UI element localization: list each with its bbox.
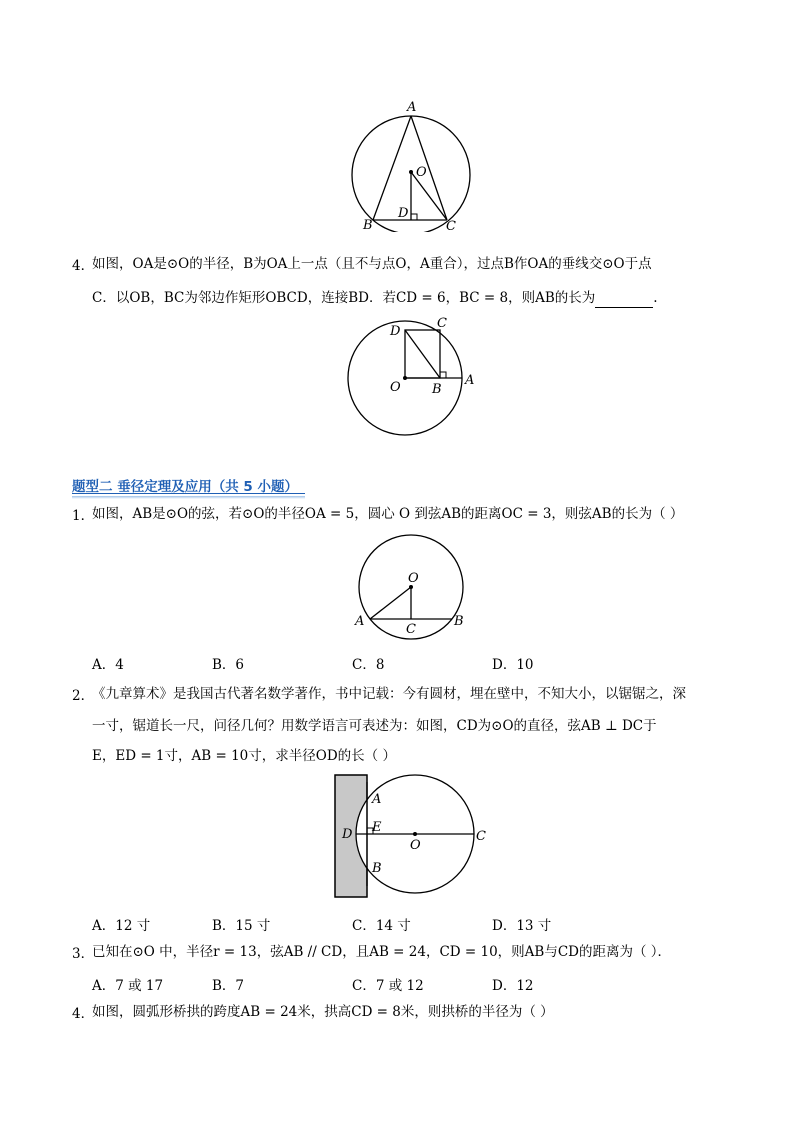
option-b[interactable]: B．6 (212, 657, 245, 673)
figure-wall-circle (330, 772, 500, 902)
question-2-line-3: E，ED = 1寸，AB = 10寸，求半径OD的长（ ） (92, 748, 396, 764)
option-d[interactable]: D．12 (492, 978, 534, 994)
fig1-label-b: B (363, 218, 373, 232)
section-heading: 题型二 垂径定理及应用（共 5 小题） (72, 479, 298, 495)
fig4-label-b: B (372, 861, 382, 876)
fig3-label-c: C (406, 622, 416, 637)
question-2-line-2: 一寸，锯道长一尺，问径几何？用数学语言可表述为：如图，CD为⊙O的直径，弦AB ⊥ DC于 (92, 718, 657, 734)
question-4-line-2-end: . (653, 290, 658, 306)
question-4-line-2-text: C．以OB，BC为邻边作矩形OBCD，连接BD．若CD = 6，BC = 8，则AB的长为 (92, 290, 596, 306)
fig2-label-d: D (390, 324, 401, 339)
fig3-label-a: A (355, 614, 365, 629)
fig1-label-c: C (446, 219, 456, 232)
figure-circle-chord-ab (345, 532, 475, 642)
fig1-label-a: A (407, 100, 417, 115)
figure-circle-triangle-abc (340, 96, 490, 232)
question-number: 1． (72, 508, 95, 524)
question-4-text: 如图，圆弧形桥拱的跨度AB = 24米，拱高CD = 8米，则拱桥的半径为（ ） (92, 1004, 554, 1020)
option-c[interactable]: C．14 寸 (352, 918, 411, 934)
question-number: 3． (72, 946, 95, 962)
fig2-label-b: B (432, 382, 442, 397)
fig4-label-e: E (372, 820, 382, 835)
option-c[interactable]: C．8 (352, 657, 385, 673)
fig4-label-o: O (410, 838, 421, 853)
fig1-label-d: D (398, 206, 409, 221)
option-b[interactable]: B．15 寸 (212, 918, 271, 934)
option-a[interactable]: A．12 寸 (92, 918, 151, 934)
fig3-label-o: O (408, 571, 419, 586)
fig2-label-c: C (437, 316, 447, 331)
option-a[interactable]: A．7 或 17 (92, 978, 164, 994)
question-3-text: 已知在⊙O 中，半径r = 13，弦AB // CD，且AB = 24，CD = 10，则AB与CD的距离为（ ）． (92, 944, 672, 960)
fig4-label-a: A (372, 792, 382, 807)
answer-blank[interactable] (595, 293, 653, 308)
fig4-label-d: D (342, 827, 353, 842)
option-d[interactable]: D．13 寸 (492, 918, 552, 934)
fig4-label-c: C (476, 829, 486, 844)
option-a[interactable]: A．4 (92, 657, 124, 673)
section-heading-shadow (72, 496, 305, 499)
question-number: 2． (72, 688, 95, 704)
figure-circle-rectangle-obcd (340, 312, 490, 442)
option-c[interactable]: C．7 或 12 (352, 978, 424, 994)
question-4-line-2 (92, 288, 658, 308)
fig2-label-o: O (390, 380, 401, 395)
question-number: 4． (72, 1006, 95, 1022)
option-d[interactable]: D．10 (492, 657, 534, 673)
question-1-text: 如图，AB是⊙O的弦，若⊙O的半径OA = 5，圆心 O 到弦AB的距离OC = 3，则弦AB的长为（ ） (92, 506, 684, 522)
section-heading-underline (72, 493, 305, 494)
question-number: 4． (72, 258, 95, 274)
fig2-label-a: A (465, 373, 475, 388)
option-b[interactable]: B．7 (212, 978, 245, 994)
fig1-label-o: O (416, 165, 427, 180)
fig3-label-b: B (454, 614, 464, 629)
question-4-line-1: 如图，OA是⊙O的半径，B为OA上一点（且不与点O，A重合），过点B作OA的垂线交⊙O于点 (92, 256, 652, 272)
question-2-line-1: 《九章算术》是我国古代著名数学著作，书中记载：今有圆材，埋在壁中，不知大小，以锯锯之，深 (92, 686, 686, 702)
